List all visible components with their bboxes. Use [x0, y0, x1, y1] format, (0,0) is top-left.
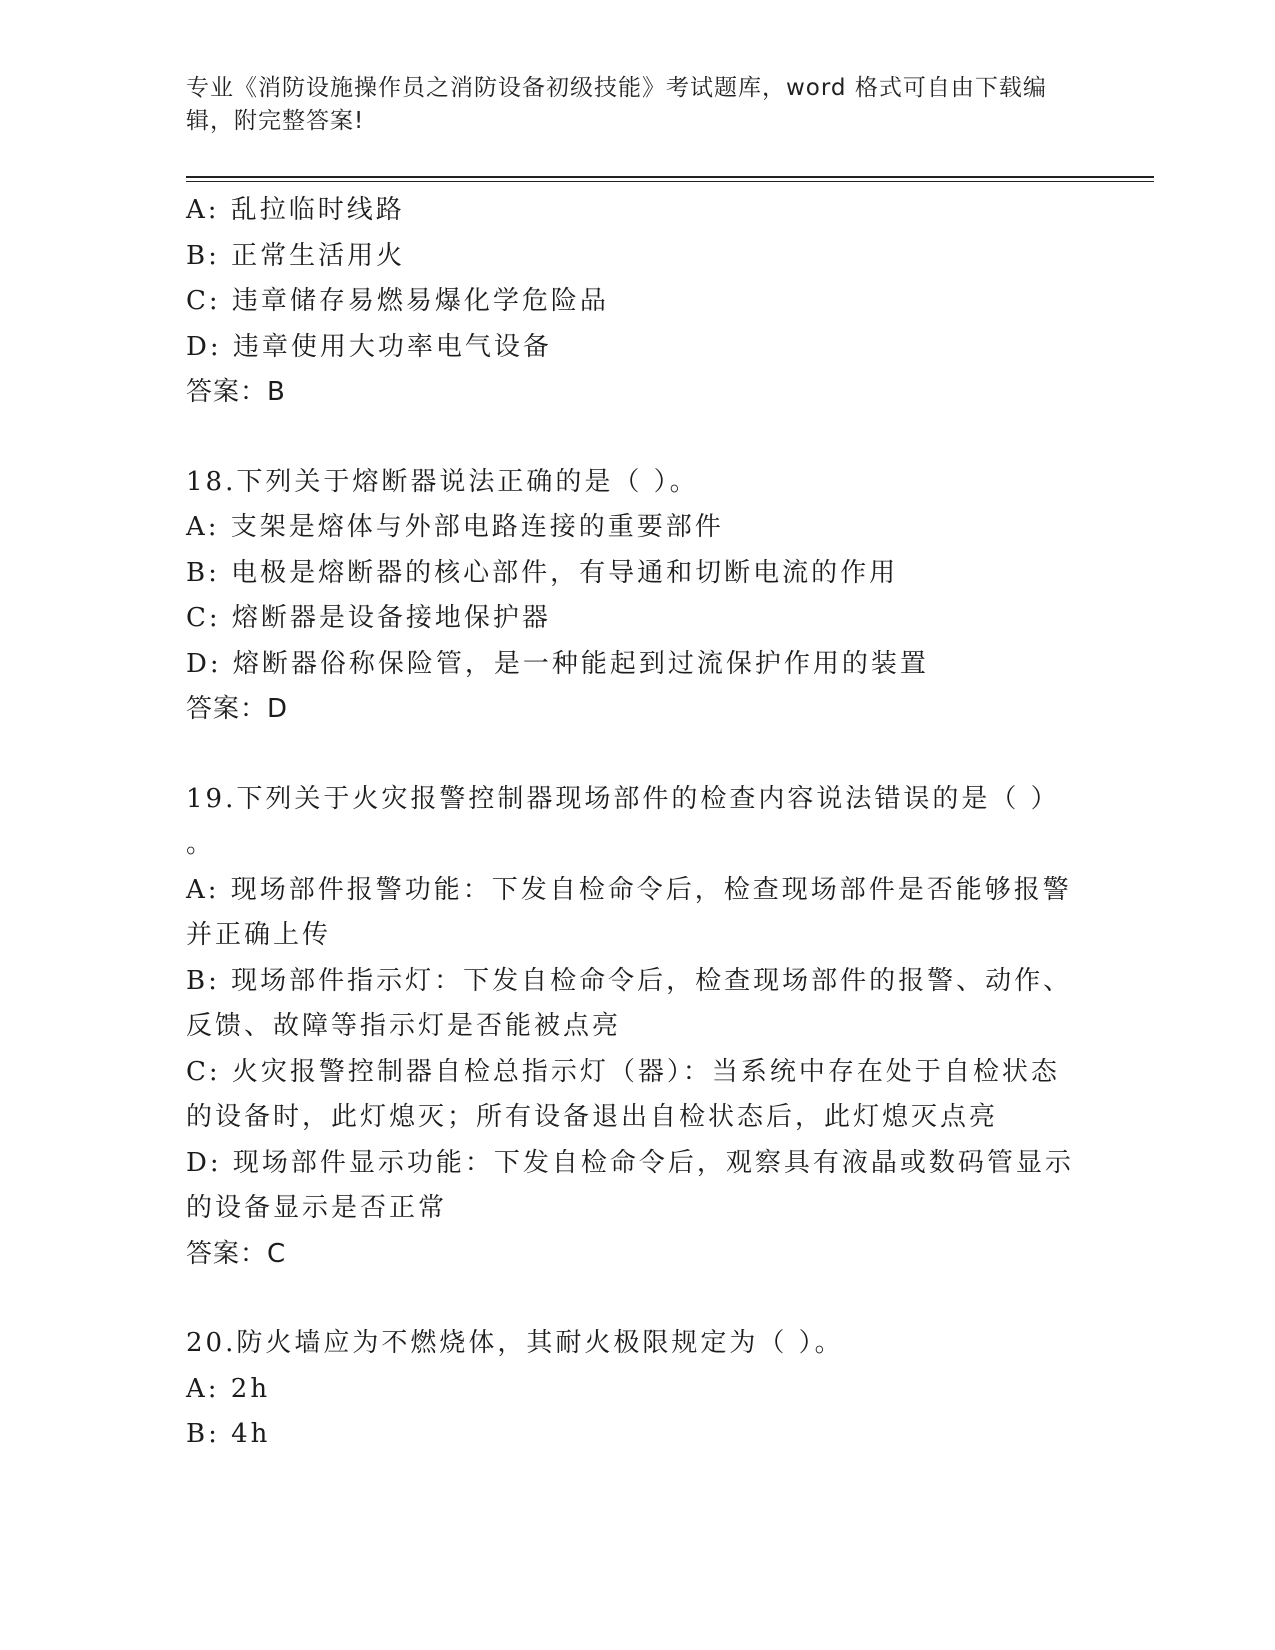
- option-c: C: 熔断器是设备接地保护器: [186, 603, 551, 633]
- question-stem: 20.防火墙应为不燃烧体，其耐火极限规定为（ ）。: [186, 1328, 844, 1358]
- option-d-continued: 的设备显示是否正常: [186, 1193, 448, 1223]
- option-b: B: 电极是熔断器的核心部件，有导通和切断电流的作用: [186, 557, 899, 588]
- spacer: [186, 733, 1076, 777]
- option-b: B: 正常生活用火: [186, 240, 406, 271]
- option-d: D: 违章使用大功率电气设备: [186, 331, 552, 362]
- header-line-1: 专业《消防设施操作员之消防设备初级技能》考试题库，word 格式可自由下载编: [186, 75, 1047, 101]
- question-stem: 19.下列关于火灾报警控制器现场部件的检查内容说法错误的是（ ）: [186, 783, 1060, 814]
- question-stem: 18.下列关于熔断器说法正确的是（ ）。: [186, 466, 699, 497]
- option-b: B: 4h: [186, 1419, 271, 1449]
- option-d: D: 现场部件显示功能：下发自检命令后，观察具有液晶或数码管显示: [186, 1147, 1074, 1178]
- option-c: C: 违章储存易燃易爆化学危险品: [186, 286, 609, 316]
- option-a: A: 乱拉临时线路: [186, 195, 405, 225]
- answer: 答案：C: [186, 1238, 287, 1269]
- question-stem-continued: 。: [186, 829, 216, 859]
- option-d: D: 熔断器俗称保险管，是一种能起到过流保护作用的装置: [186, 648, 929, 679]
- answer: 答案：D: [186, 694, 289, 724]
- question-18: [186, 460, 1076, 733]
- option-a: A: 现场部件报警功能：下发自检命令后，检查现场部件是否能够报警: [186, 874, 1072, 905]
- document-header: [186, 72, 1066, 138]
- question-20: [186, 1321, 1076, 1458]
- option-a: A: 2h: [186, 1373, 271, 1404]
- option-c: C: 火灾报警控制器自检总指示灯（器）：当系统中存在处于自检状态: [186, 1056, 1060, 1087]
- question-19: [186, 777, 1076, 1278]
- option-c-continued: 的设备时，此灯熄灭；所有设备退出自检状态后，此灯熄灭点亮: [186, 1102, 999, 1132]
- header-line-2: 辑，附完整答案!: [186, 108, 365, 134]
- answer: 答案：B: [186, 377, 286, 407]
- question-list: [186, 188, 1076, 1458]
- option-a-continued: 并正确上传: [186, 920, 332, 950]
- question-17: [186, 188, 1076, 416]
- header-rule-thin: [186, 181, 1154, 182]
- header-rule-thick: [186, 176, 1154, 178]
- spacer: [186, 416, 1076, 460]
- option-b: B: 现场部件指示灯：下发自检命令后，检查现场部件的报警、动作、: [186, 965, 1073, 996]
- spacer: [186, 1277, 1076, 1321]
- option-b-continued: 反馈、故障等指示灯是否能被点亮: [186, 1011, 622, 1041]
- option-a: A: 支架是熔体与外部电路连接的重要部件: [186, 512, 724, 542]
